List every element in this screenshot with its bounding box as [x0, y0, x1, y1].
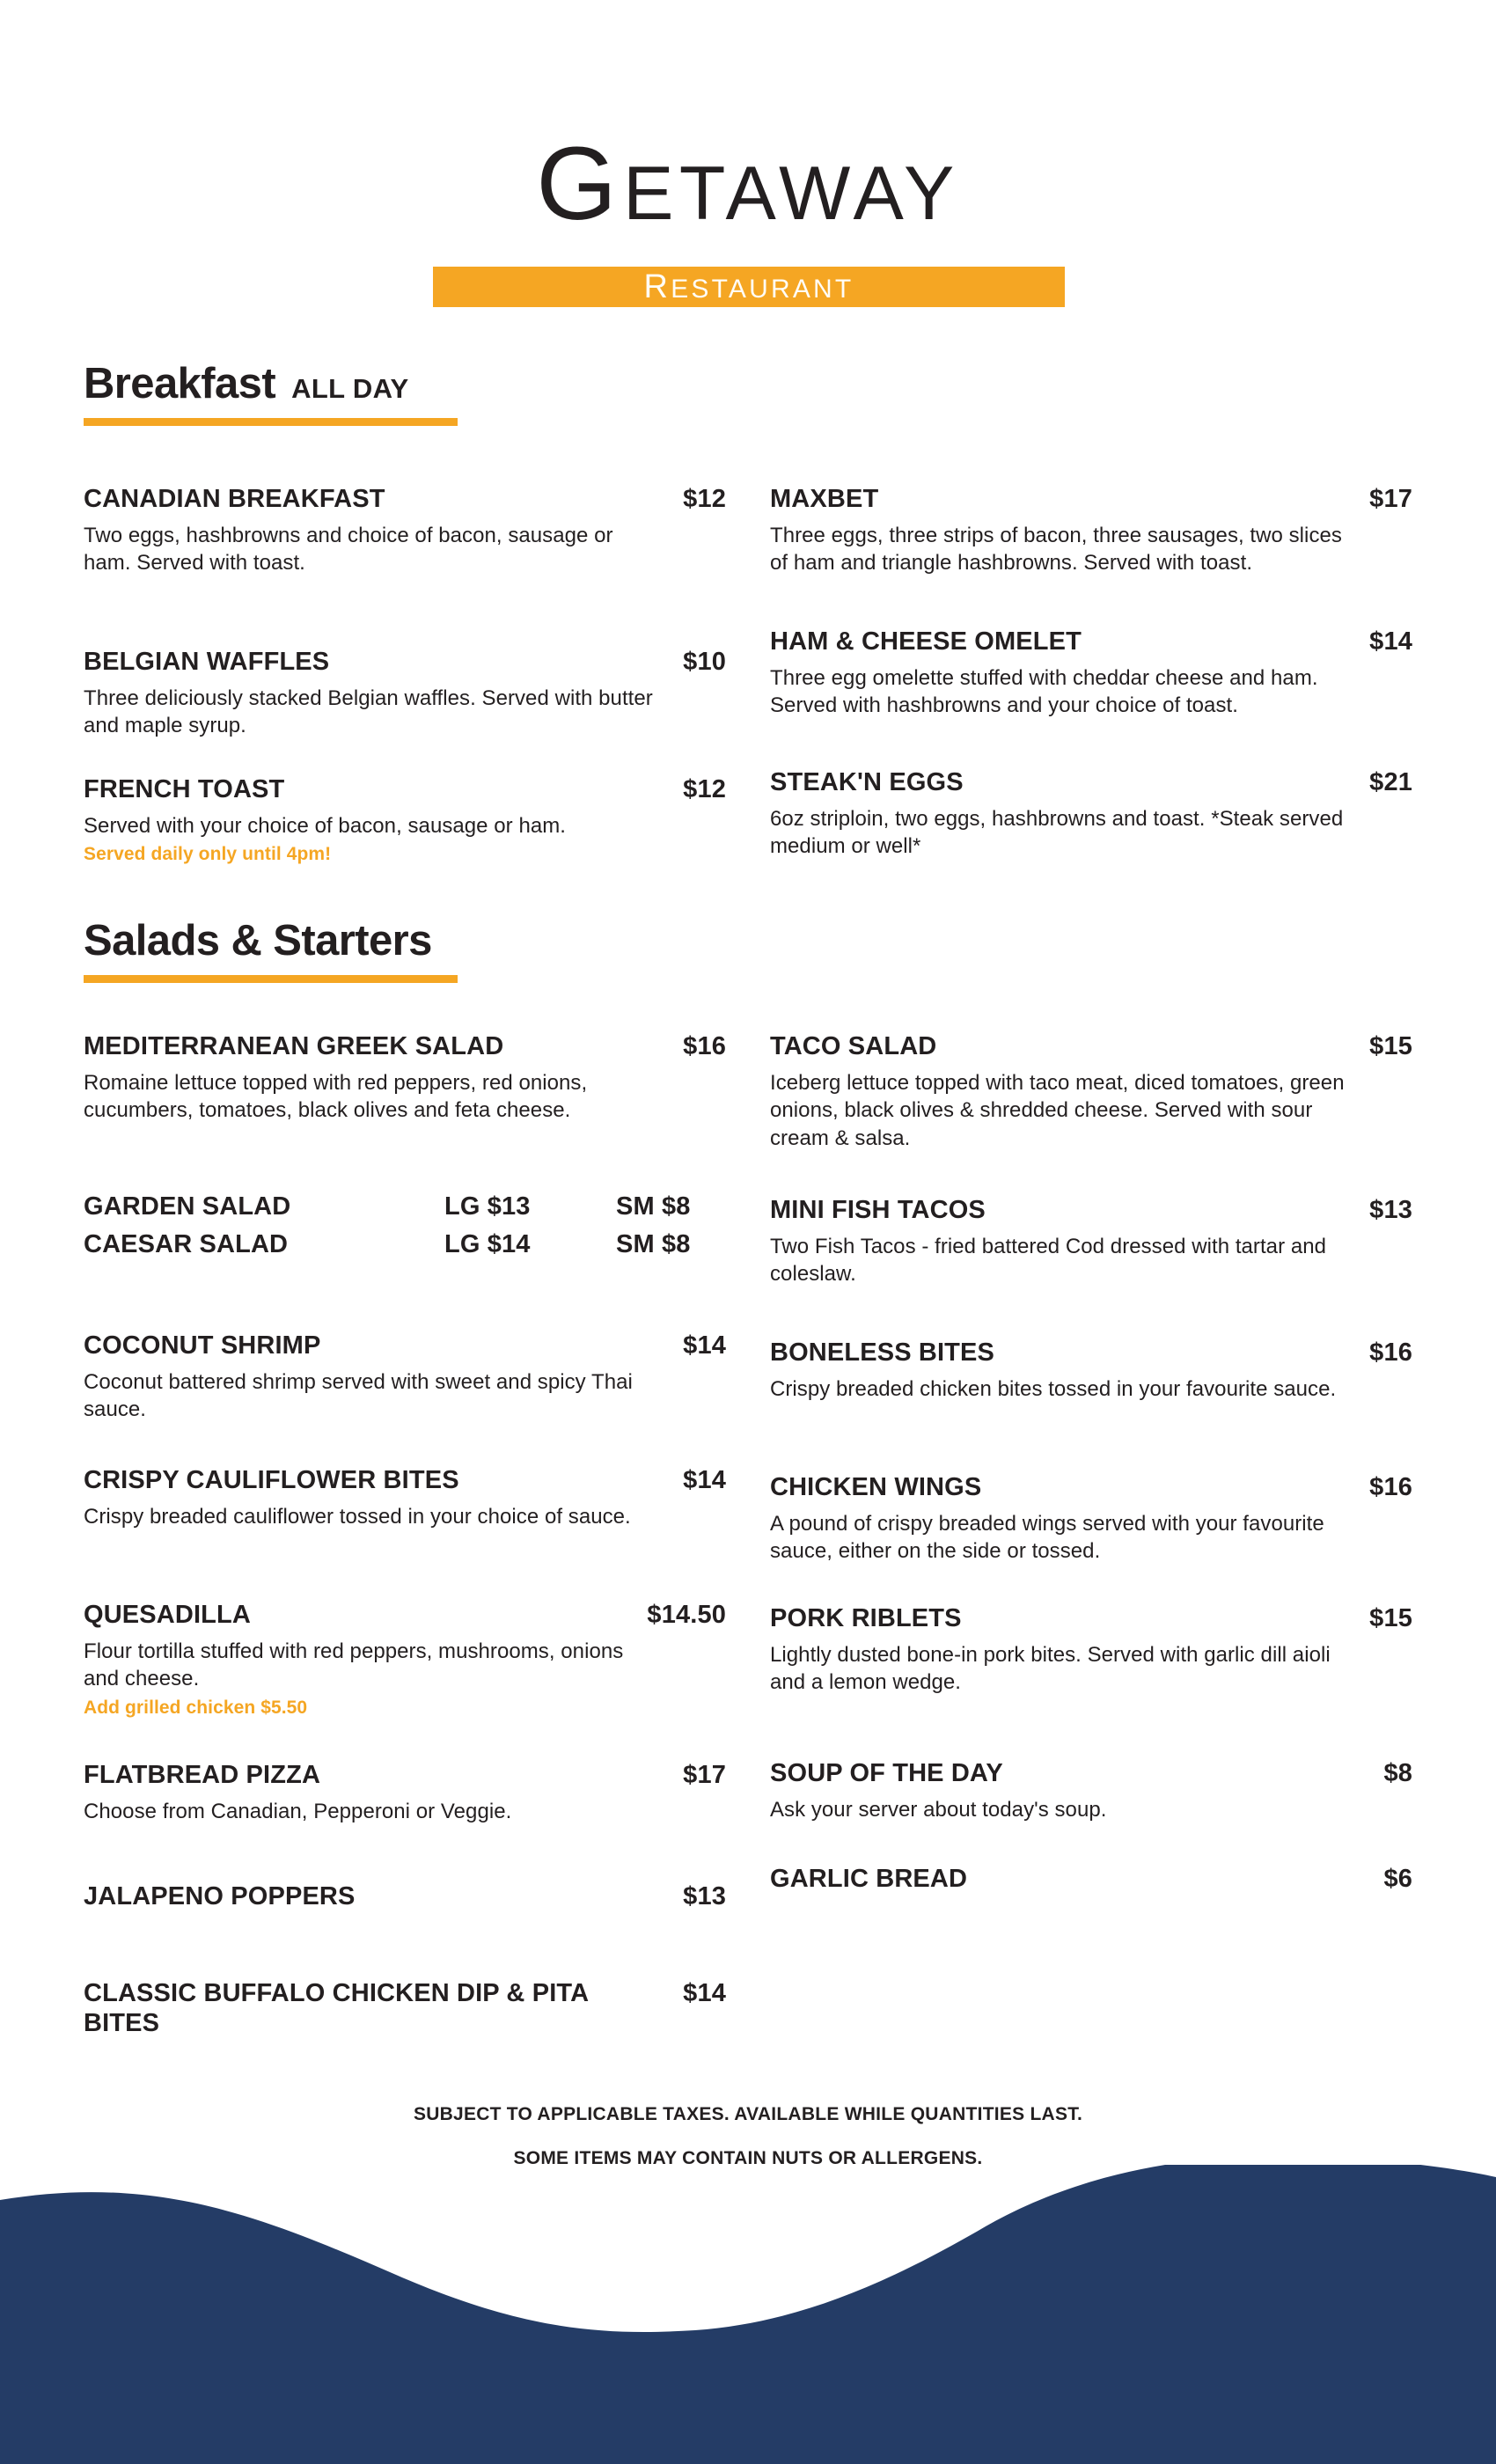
menu-item[interactable]: [770, 1864, 1412, 1894]
item-description: Coconut battered shrimp served with sweet and spicy Thai sauce.: [84, 1370, 633, 1422]
menu-item[interactable]: [84, 1760, 726, 1825]
item-price: $13: [683, 1882, 726, 1910]
item-description: 6oz striploin, two eggs, hashbrowns and toast. *Steak served medium or well*: [770, 807, 1344, 859]
item-price: $13: [1369, 1196, 1412, 1224]
wave-decoration: [0, 2165, 1496, 2464]
item-description: Crispy breaded chicken bites tossed in your favourite sauce.: [770, 1377, 1337, 1402]
item-price: $15: [1369, 1032, 1412, 1060]
item-name: CLASSIC BUFFALO CHICKEN DIP & PITA BITES: [84, 1979, 589, 2038]
item-price: $14: [1369, 627, 1412, 656]
item-name: CANADIAN BREAKFAST: [84, 485, 385, 513]
menu-item[interactable]: [84, 1881, 726, 1911]
item-description: Lightly dusted bone-in pork bites. Served with garlic dill aioli and a lemon wedge.: [770, 1643, 1331, 1695]
item-name: QUESADILLA: [84, 1601, 251, 1629]
menu-item[interactable]: [84, 1192, 726, 1268]
item-price-large: LG $13: [444, 1192, 531, 1221]
disclaimer-line-1: SUBJECT TO APPLICABLE TAXES. AVAILABLE WHILE QUANTITIES LAST.: [413, 2104, 1083, 2124]
brand-tagline-bar: [433, 267, 1065, 307]
section-header-salads-starters: [84, 917, 458, 983]
item-name: CAESAR SALAD: [84, 1230, 289, 1258]
item-description: Two Fish Tacos - fried battered Cod dressed with tartar and coleslaw.: [770, 1235, 1327, 1287]
menu-item[interactable]: [84, 1331, 726, 1424]
item-price: $16: [1369, 1338, 1412, 1367]
item-price: $12: [683, 775, 726, 803]
menu-item[interactable]: [770, 1031, 1412, 1152]
item-price: $6: [1383, 1865, 1412, 1893]
item-price: $10: [683, 648, 726, 676]
item-price: $17: [1369, 485, 1412, 513]
item-name: MAXBET: [770, 485, 879, 513]
item-description: Romaine lettuce topped with red peppers, red onions, cucumbers, tomatoes, black olives and feta cheese.: [84, 1071, 588, 1123]
section-header-breakfast: [84, 360, 458, 426]
footer-disclaimer: [0, 2105, 1496, 2167]
item-name: PORK RIBLETS: [770, 1604, 962, 1632]
item-name: STEAK'N EGGS: [770, 768, 964, 796]
section-subtitle: ALL DAY: [291, 373, 409, 404]
tagline-initial: R: [643, 268, 671, 305]
item-description: Three eggs, three strips of bacon, three sausages, two slices of ham and triangle hashbrowns. Served with toast.: [770, 524, 1342, 576]
item-description: Two eggs, hashbrowns and choice of bacon, sausage or ham. Served with toast.: [84, 524, 613, 576]
item-name: GARDEN SALAD: [84, 1192, 291, 1221]
section-title: Breakfast: [84, 360, 276, 407]
item-name: CHICKEN WINGS: [770, 1473, 982, 1501]
section-underline: [84, 418, 458, 426]
menu-item[interactable]: [84, 1600, 726, 1720]
item-note: Add grilled chicken $5.50: [84, 1697, 308, 1718]
tagline-wordmark: [644, 267, 854, 314]
disclaimer-line-2: SOME ITEMS MAY CONTAIN NUTS OR ALLERGENS.: [513, 2148, 983, 2168]
menu-item[interactable]: [84, 774, 726, 867]
tagline-rest: ESTAURANT: [671, 275, 854, 304]
menu-item[interactable]: [770, 627, 1412, 720]
item-description: Crispy breaded cauliflower tossed in your choice of sauce.: [84, 1505, 631, 1529]
item-description: A pound of crispy breaded wings served with your favourite sauce, either on the side or tossed.: [770, 1512, 1324, 1564]
item-name: COCONUT SHRIMP: [84, 1331, 321, 1360]
item-price: $14: [683, 1979, 726, 2007]
item-description: Three deliciously stacked Belgian waffles. Served with butter and maple syrup.: [84, 686, 653, 738]
menu-item[interactable]: [770, 1195, 1412, 1288]
item-name: MEDITERRANEAN GREEK SALAD: [84, 1032, 504, 1060]
menu-item[interactable]: [770, 1338, 1412, 1403]
logo-wordmark: [536, 126, 960, 242]
item-price: $15: [1369, 1604, 1412, 1632]
item-description: Served with your choice of bacon, sausage or ham.: [84, 814, 566, 839]
item-name: FRENCH TOAST: [84, 775, 285, 803]
item-price-small: SM $8: [616, 1192, 691, 1221]
menu-item[interactable]: [84, 484, 726, 577]
item-name: GARLIC BREAD: [770, 1865, 968, 1893]
item-description: Ask your server about today's soup.: [770, 1798, 1107, 1822]
menu-item[interactable]: [770, 484, 1412, 577]
item-name: MINI FISH TACOS: [770, 1196, 986, 1224]
section-title: Salads & Starters: [84, 917, 432, 964]
menu-item[interactable]: [770, 1603, 1412, 1697]
menu-item[interactable]: [770, 1758, 1412, 1823]
item-price: $8: [1383, 1759, 1412, 1787]
item-note: Served daily only until 4pm!: [84, 844, 332, 865]
item-name: BELGIAN WAFFLES: [84, 648, 330, 676]
item-name: FLATBREAD PIZZA: [84, 1761, 321, 1789]
item-description: Choose from Canadian, Pepperoni or Veggie.: [84, 1800, 512, 1824]
item-price: $21: [1369, 768, 1412, 796]
logo-rest: ETAWAY: [623, 151, 960, 236]
item-name: BONELESS BITES: [770, 1338, 995, 1367]
menu-item[interactable]: [770, 1472, 1412, 1566]
item-price: $17: [683, 1761, 726, 1789]
item-price-small: SM $8: [616, 1230, 691, 1258]
section-underline: [84, 975, 458, 983]
item-price: $12: [683, 485, 726, 513]
item-price: $16: [683, 1032, 726, 1060]
menu-item[interactable]: [84, 1031, 726, 1125]
item-price: $14.50: [647, 1601, 726, 1629]
menu-item[interactable]: [84, 1978, 726, 2038]
item-name: HAM & CHEESE OMELET: [770, 627, 1082, 656]
menu-item[interactable]: [84, 647, 726, 740]
menu-item[interactable]: [84, 1465, 726, 1530]
brand-logo: [0, 126, 1496, 242]
item-description: Iceberg lettuce topped with taco meat, diced tomatoes, green onions, black olives & shredded cheese. Served with sour cream & salsa.: [770, 1071, 1345, 1150]
item-price: $14: [683, 1466, 726, 1494]
item-name: TACO SALAD: [770, 1032, 937, 1060]
menu-item[interactable]: [770, 767, 1412, 861]
item-name: JALAPENO POPPERS: [84, 1882, 356, 1910]
logo-initial: G: [536, 126, 624, 242]
item-description: Flour tortilla stuffed with red peppers, mushrooms, onions and cheese.: [84, 1639, 624, 1691]
item-price: $16: [1369, 1473, 1412, 1501]
item-price: $14: [683, 1331, 726, 1360]
item-price-large: LG $14: [444, 1230, 531, 1258]
item-description: Three egg omelette stuffed with cheddar cheese and ham. Served with hashbrowns and your choice of toast.: [770, 666, 1318, 718]
item-name: CRISPY CAULIFLOWER BITES: [84, 1466, 459, 1494]
item-name: SOUP OF THE DAY: [770, 1759, 1003, 1787]
